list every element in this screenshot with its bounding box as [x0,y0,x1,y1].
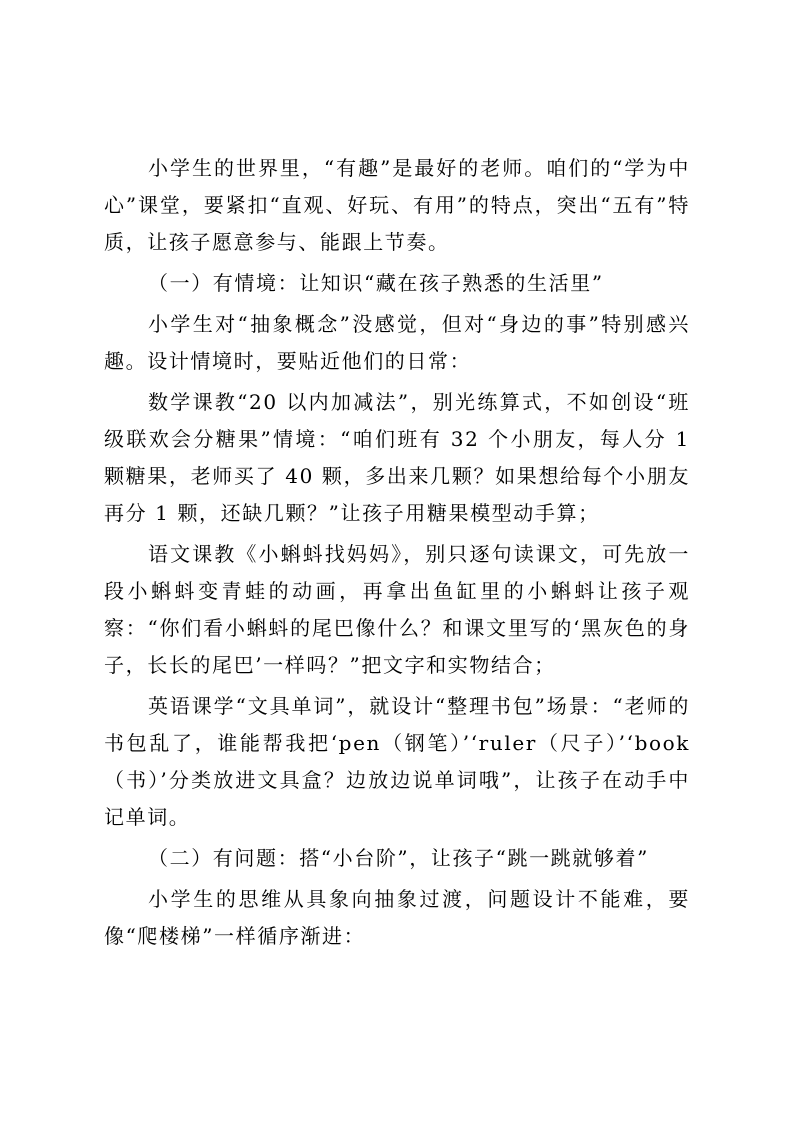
body-paragraph-thinking: 小学生的思维从具象向抽象过渡，问题设计不能难，要像“爬楼梯”一样循序渐进： [104,887,690,948]
document-body [104,150,690,959]
body-paragraph-math: 数学课教“20 以内加减法”，别光练算式，不如创设“班级联欢会分糖果”情境：“咱们班有 32 个小朋友，每人分 1 颗糖果，老师买了 40 颗，多出来几颗？如果想给每个小朋友再分 1 颗，还缺几颗？”让孩子用糖果模型动手算； [104,390,690,525]
section-heading-1: （一）有情境：让知识“藏在孩子熟悉的生活里” [148,271,604,295]
body-paragraph-english: 英语课学“文具单词”，就设计“整理书包”场景：“老师的书包乱了，谁能帮我把‘pen（钢笔）’‘ruler（尺子）’‘book（书）’分类放进文具盒？边放边说单词哦”，让孩子在动手中记单词。 [104,694,690,829]
section-heading-2: （二）有问题：搭“小台阶”，让孩子“跳一跳就够着” [148,846,649,870]
body-paragraph-intro: 小学生的世界里，“有趣”是最好的老师。咱们的“学为中心”课堂，要紧扣“直观、好玩、有用”的特点，突出“五有”特质，让孩子愿意参与、能跟上节奏。 [104,156,690,254]
body-paragraph-context: 小学生对“抽象概念”没感觉，但对“身边的事”特别感兴趣。设计情境时，要贴近他们的日常： [104,312,690,373]
body-paragraph-chinese: 语文课教《小蝌蚪找妈妈》，别只逐句读课文，可先放一段小蝌蚪变青蛙的动画，再拿出鱼缸里的小蝌蚪让孩子观察：“你们看小蝌蚪的尾巴像什么？和课文里写的‘黑灰色的身子，长长的尾巴’一样吗？”把文字和实物结合； [104,542,690,677]
